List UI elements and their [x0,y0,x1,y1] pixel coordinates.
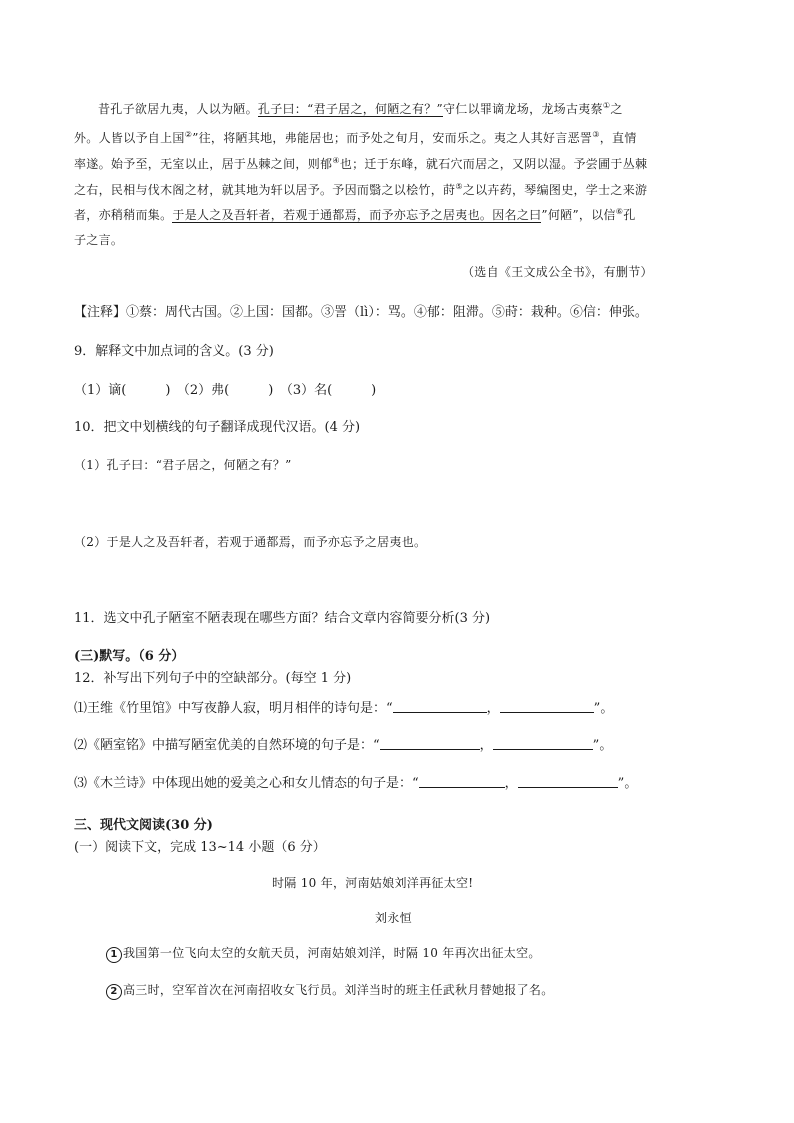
passage-line-5 [74,206,636,223]
passage-line-6: 子之言。 [74,233,124,247]
answer-blank[interactable] [393,700,487,713]
article-paragraph-1 [106,944,541,963]
note-marker: ⑥ [615,207,624,216]
note-marker: ① [602,101,611,110]
passage-line-4 [74,181,647,198]
paragraph-text: 我国第一位飞向太空的女航天员，河南姑娘刘洋，时隔 10 年再次出征太空。 [123,946,541,960]
passage-source: （选自《王文成公全书》，有删节） [462,265,653,279]
question-text: ⑵《陋室铭》中描写陋室优美的自然环境的句子是：“ [74,738,380,753]
part-3-subheading: (一）阅读下文，完成 13~14 小题（6 分） [74,840,326,855]
part-3-heading: 三、现代文阅读(30 分) [74,818,213,833]
question-9-items: （1）谪( ) （2）弗( ) （3）名( ) [74,383,377,398]
closing-quote: ”。 [617,776,638,791]
comma: ， [504,776,518,791]
comma: ， [486,701,500,716]
passage-text: ”往，将陋其地，弗能居也；而予处之旬月，安而乐之。夷之人其好言恶詈 [192,131,593,145]
passage-line-2 [74,129,637,146]
answer-blank[interactable] [493,737,593,750]
annotations: 【注释】①蔡：周代古国。②上国：国都。③詈（lì）：骂。④郁：阻滞。⑤莳：栽种。⑥信：伸张。 [74,305,648,320]
passage-text: 昔孔子欲居九夷，人以为陋。 [98,102,258,116]
passage-text: 外。人皆以予自上国 [74,131,185,145]
note-marker: ⑤ [455,182,463,191]
passage-text: 者，亦稍稍而集。 [74,208,173,222]
passage-text: 率遂。始予至，无室以止，居于丛棘之间，则郁 [74,157,333,171]
paragraph-text: 高三时，空军首次在河南招收女飞行员。刘洋当时的班主任武秋月替她报了名。 [123,983,554,997]
answer-blank[interactable] [518,775,618,788]
question-10-sentence-2: （2）于是人之及吾轩者，若观于通都焉，而予亦忘予之居夷也。 [74,535,427,549]
question-text: ⑶《木兰诗》中体现出她的爱美之心和女儿情态的句子是：“ [74,776,419,791]
passage-text: ”何陋”，以信 [541,208,616,222]
paragraph-number: 1 [106,947,122,963]
question-text: ⑴王维《竹里馆》中写夜静人寂，明月相伴的诗句是：“ [74,701,393,716]
article-paragraph-2 [106,981,554,1000]
closing-quote: ”。 [593,701,614,716]
paragraph-number: 2 [106,984,122,1000]
comma: ， [479,738,493,753]
passage-text: 之以卉药，琴编图史，学士之来游 [462,183,648,197]
section-dictation-heading: (三)默写。（6 分） [74,649,185,664]
answer-blank[interactable] [380,737,480,750]
answer-blank[interactable] [500,700,594,713]
passage-line-3 [74,155,647,172]
note-marker: ④ [332,156,340,165]
question-9-title: 9．解释文中加点词的含义。(3 分) [74,344,274,359]
question-12-1 [74,697,613,716]
underlined-sentence-2: 于是人之及吾轩者，若观于通都焉，而予亦忘予之居夷也。 [172,208,493,222]
question-12-2 [74,734,612,753]
question-12-3 [74,772,637,791]
article-author: 刘永恒 [375,911,412,925]
article-title: 时隔 10 年，河南姑娘刘洋再征太空! [272,876,474,890]
answer-blank[interactable] [419,775,505,788]
passage-text: 守仁以罪谪龙场，龙场古夷蔡 [442,102,603,116]
note-marker: ② [184,130,193,139]
question-11: 11．选文中孔子陋室不陋表现在哪些方面？结合文章内容简要分析(3 分) [74,611,491,626]
closing-quote: ”。 [592,738,613,753]
question-10-sentence-1: （1）孔子曰：“君子居之，何陋之有？” [74,458,292,472]
underlined-sentence-3: 因名之曰 [492,208,542,222]
passage-text: 之右，民相与伐木阁之材，就其地为轩以居予。予因而翳之以桧竹，莳 [74,183,456,197]
passage-text: 孔 [623,208,636,222]
question-10-title: 10．把文中划横线的句子翻译成现代汉语。(4 分) [74,420,361,435]
passage-text: 也；迁于东峰，就石穴而居之，又阴以湿。予尝圃于丛棘 [339,157,648,171]
underlined-sentence-1: 孔子曰：“君子居之，何陋之有？” [257,102,443,116]
passage-line-1 [98,100,623,117]
passage-text: 之 [610,102,623,116]
passage-text: ，直情 [599,131,637,145]
note-marker: ③ [592,130,600,139]
question-12-title: 12．补写出下列句子中的空缺部分。(每空 1 分) [74,671,352,686]
